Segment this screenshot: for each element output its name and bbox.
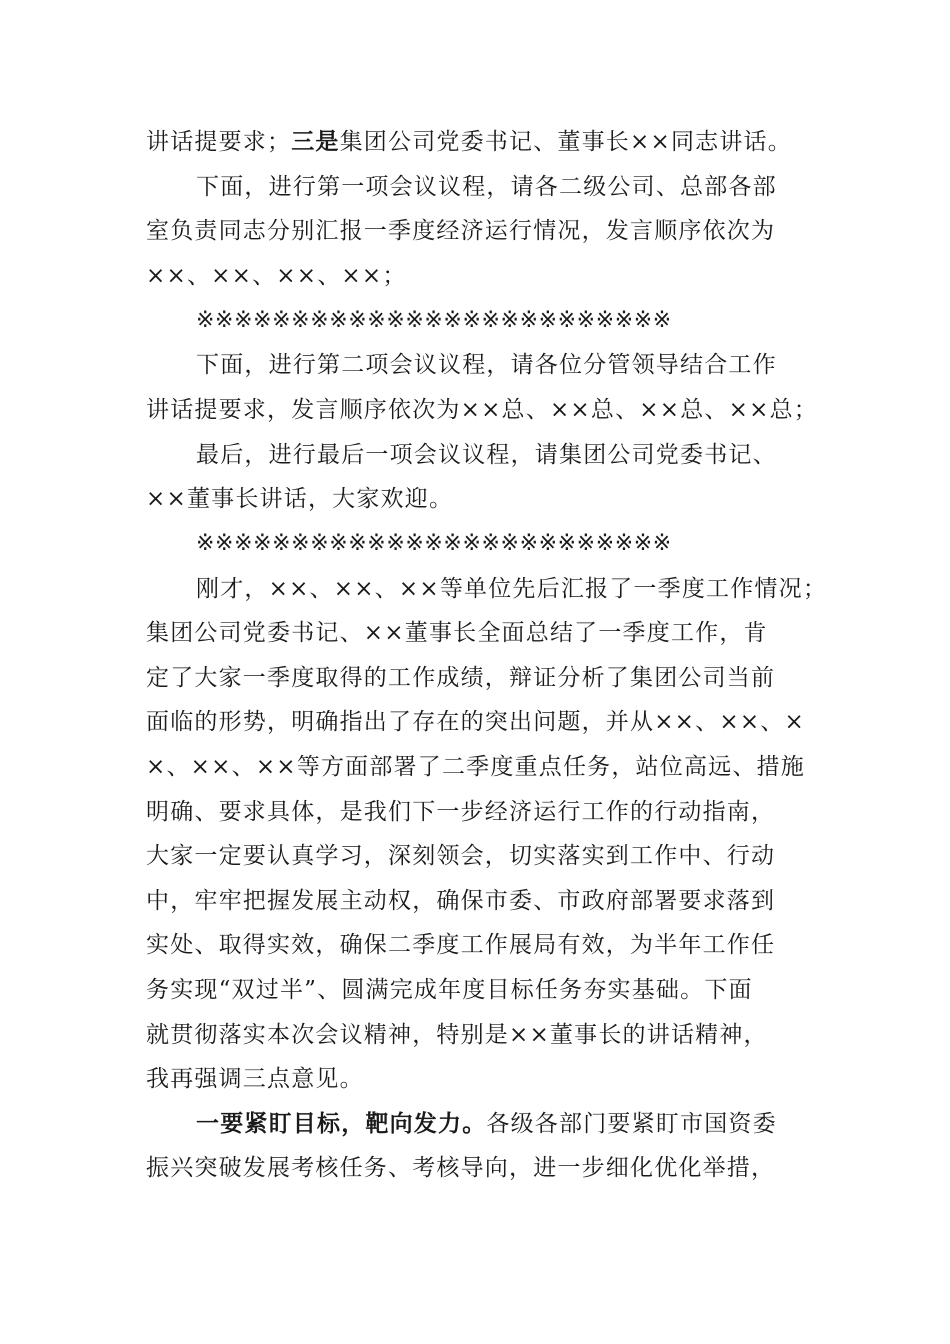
section-separator: ※※※※※※※※※※※※※※※※※※※※※※※※※	[196, 308, 672, 333]
paragraph-line: 室负责同志分别汇报一季度经济运行情况，发言顺序依次为	[146, 218, 776, 244]
paragraph-line: 振兴突破发展考核任务、考核导向，进一步细化优化举措，	[146, 1155, 776, 1181]
paragraph-line: 下面，进行第一项会议议程，请各二级公司、总部各部	[196, 174, 777, 200]
bold-text-run: 三是	[291, 129, 340, 155]
text-run: 讲话提要求；	[146, 129, 292, 155]
section-separator: ※※※※※※※※※※※※※※※※※※※※※※※※※	[196, 531, 672, 556]
text-run: 各级各部门要紧盯市国资委	[486, 1111, 777, 1137]
paragraph-line: 讲话提要求，发言顺序依次为××总、××总、××总、××总；	[146, 397, 818, 423]
paragraph-line: 集团公司党委书记、××董事长全面总结了一季度工作，肯	[146, 620, 768, 646]
paragraph-line	[146, 127, 810, 157]
paragraph-line: ××董事长讲话，大家欢迎。	[146, 486, 454, 512]
paragraph-line: ××、××、××、××；	[146, 263, 407, 289]
paragraph-line: 大家一定要认真学习，深刻领会，切实落实到工作中、行动	[146, 843, 776, 869]
paragraph-line: 就贯彻落实本次会议精神，特别是××董事长的讲话精神，	[146, 1022, 768, 1048]
paragraph-line: 刚才，××、××、××等单位先后汇报了一季度工作情况；	[196, 576, 828, 602]
paragraph-line: 实处、取得实效，确保二季度工作展局有效，为半年工作任	[146, 932, 776, 958]
paragraph-line: 定了大家一季度取得的工作成绩，辩证分析了集团公司当前	[146, 665, 776, 691]
paragraph-line: 下面，进行第二项会议议程，请各位分管领导结合工作	[196, 352, 777, 378]
paragraph-line: 明确、要求具体，是我们下一步经济运行工作的行动指南，	[146, 799, 776, 825]
paragraph-line: ×、××、××等方面部署了二季度重点任务，站位高远、措施	[146, 754, 805, 780]
paragraph-line: 面临的形势，明确指出了存在的突出问题，并从××、××、×	[146, 709, 805, 735]
paragraph-line: 务实现“双过半”、圆满完成年度目标任务夯实基础。下面	[146, 977, 753, 1003]
text-run: 集团公司党委书记、董事长××同志讲话。	[339, 129, 792, 155]
paragraph-line	[196, 1109, 810, 1139]
bold-heading-run: 一要紧盯目标，靶向发力。	[196, 1111, 487, 1137]
paragraph-line: 中，牢牢把握发展主动权，确保市委、市政府部署要求落到	[146, 888, 776, 914]
paragraph-line: 最后，进行最后一项会议议程，请集团公司党委书记、	[196, 442, 777, 468]
paragraph-line: 我再强调三点意见。	[146, 1066, 364, 1092]
